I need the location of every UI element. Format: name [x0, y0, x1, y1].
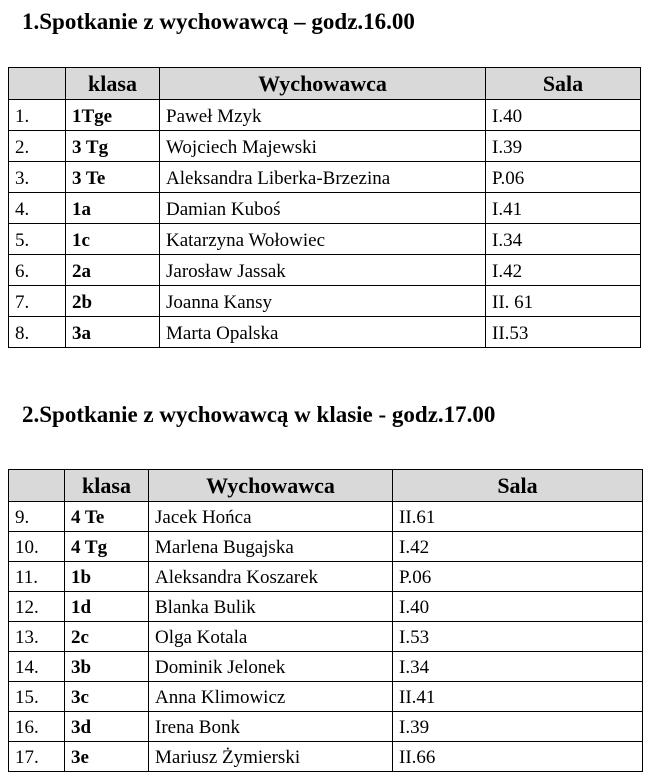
- room-cell: P.06: [393, 562, 643, 592]
- row-number: 15.: [9, 682, 65, 712]
- teacher-cell: Jarosław Jassak: [160, 255, 486, 286]
- table-row: [9, 622, 643, 652]
- class-cell: 1c: [66, 224, 160, 255]
- room-cell: II.53: [486, 317, 641, 348]
- room-cell: II.66: [393, 742, 643, 772]
- class-cell: 3b: [65, 652, 149, 682]
- table-header-row: [9, 470, 643, 502]
- table-header-row: [9, 68, 641, 100]
- room-cell: II.61: [393, 502, 643, 532]
- teacher-cell: Joanna Kansy: [160, 286, 486, 317]
- row-number: 10.: [9, 532, 65, 562]
- room-cell: I.42: [486, 255, 641, 286]
- teacher-cell: Irena Bonk: [149, 712, 393, 742]
- table-row: [9, 652, 643, 682]
- section-2-table: [8, 469, 643, 772]
- row-number: 1.: [9, 100, 66, 131]
- teacher-cell: Aleksandra Koszarek: [149, 562, 393, 592]
- header-room: Sala: [393, 470, 643, 502]
- room-cell: I.34: [486, 224, 641, 255]
- table-row: [9, 286, 641, 317]
- header-class: klasa: [66, 68, 160, 100]
- class-cell: 4 Tg: [65, 532, 149, 562]
- class-cell: 3a: [66, 317, 160, 348]
- teacher-cell: Damian Kuboś: [160, 193, 486, 224]
- table-row: [9, 502, 643, 532]
- room-cell: I.40: [393, 592, 643, 622]
- row-number: 4.: [9, 193, 66, 224]
- table-row: [9, 532, 643, 562]
- class-cell: 4 Te: [65, 502, 149, 532]
- class-cell: 3d: [65, 712, 149, 742]
- class-cell: 1a: [66, 193, 160, 224]
- class-cell: 3 Tg: [66, 131, 160, 162]
- row-number: 8.: [9, 317, 66, 348]
- row-number: 14.: [9, 652, 65, 682]
- section-1-title: 1.Spotkanie z wychowawcą – godz.16.00: [22, 9, 415, 34]
- class-cell: 3 Te: [66, 162, 160, 193]
- class-cell: 2a: [66, 255, 160, 286]
- teacher-cell: Anna Klimowicz: [149, 682, 393, 712]
- room-cell: I.34: [393, 652, 643, 682]
- teacher-cell: Paweł Mzyk: [160, 100, 486, 131]
- row-number: 11.: [9, 562, 65, 592]
- teacher-cell: Katarzyna Wołowiec: [160, 224, 486, 255]
- header-number: [9, 470, 65, 502]
- room-cell: I.53: [393, 622, 643, 652]
- table-row: [9, 162, 641, 193]
- table-row: [9, 562, 643, 592]
- table-body: [9, 502, 643, 772]
- header-teacher: Wychowawca: [149, 470, 393, 502]
- table-row: [9, 592, 643, 622]
- table-body: [9, 100, 641, 348]
- room-cell: I.42: [393, 532, 643, 562]
- teacher-cell: Marlena Bugajska: [149, 532, 393, 562]
- table-row: [9, 317, 641, 348]
- header-number: [9, 68, 66, 100]
- table-row: [9, 742, 643, 772]
- room-cell: II. 61: [486, 286, 641, 317]
- teacher-cell: Jacek Hońca: [149, 502, 393, 532]
- row-number: 6.: [9, 255, 66, 286]
- row-number: 12.: [9, 592, 65, 622]
- teacher-cell: Aleksandra Liberka-Brzezina: [160, 162, 486, 193]
- table-row: [9, 193, 641, 224]
- table-row: [9, 131, 641, 162]
- class-cell: 1b: [65, 562, 149, 592]
- row-number: 13.: [9, 622, 65, 652]
- row-number: 17.: [9, 742, 65, 772]
- room-cell: I.39: [486, 131, 641, 162]
- table-row: [9, 255, 641, 286]
- teacher-cell: Blanka Bulik: [149, 592, 393, 622]
- teacher-cell: Dominik Jelonek: [149, 652, 393, 682]
- header-class: klasa: [65, 470, 149, 502]
- room-cell: I.41: [486, 193, 641, 224]
- class-cell: 2c: [65, 622, 149, 652]
- room-cell: II.41: [393, 682, 643, 712]
- header-room: Sala: [486, 68, 641, 100]
- header-teacher: Wychowawca: [160, 68, 486, 100]
- class-cell: 1Tge: [66, 100, 160, 131]
- table-row: [9, 712, 643, 742]
- section-1-table: [8, 67, 641, 348]
- teacher-cell: Marta Opalska: [160, 317, 486, 348]
- table-row: [9, 100, 641, 131]
- teacher-cell: Mariusz Żymierski: [149, 742, 393, 772]
- table-row: [9, 224, 641, 255]
- room-cell: P.06: [486, 162, 641, 193]
- row-number: 3.: [9, 162, 66, 193]
- room-cell: I.39: [393, 712, 643, 742]
- class-cell: 2b: [66, 286, 160, 317]
- row-number: 9.: [9, 502, 65, 532]
- row-number: 7.: [9, 286, 66, 317]
- class-cell: 3c: [65, 682, 149, 712]
- class-cell: 1d: [65, 592, 149, 622]
- teacher-cell: Olga Kotala: [149, 622, 393, 652]
- room-cell: I.40: [486, 100, 641, 131]
- row-number: 5.: [9, 224, 66, 255]
- section-2-title: 2.Spotkanie z wychowawcą w klasie - godz.17.00: [22, 402, 496, 427]
- class-cell: 3e: [65, 742, 149, 772]
- teacher-cell: Wojciech Majewski: [160, 131, 486, 162]
- row-number: 2.: [9, 131, 66, 162]
- row-number: 16.: [9, 712, 65, 742]
- table-row: [9, 682, 643, 712]
